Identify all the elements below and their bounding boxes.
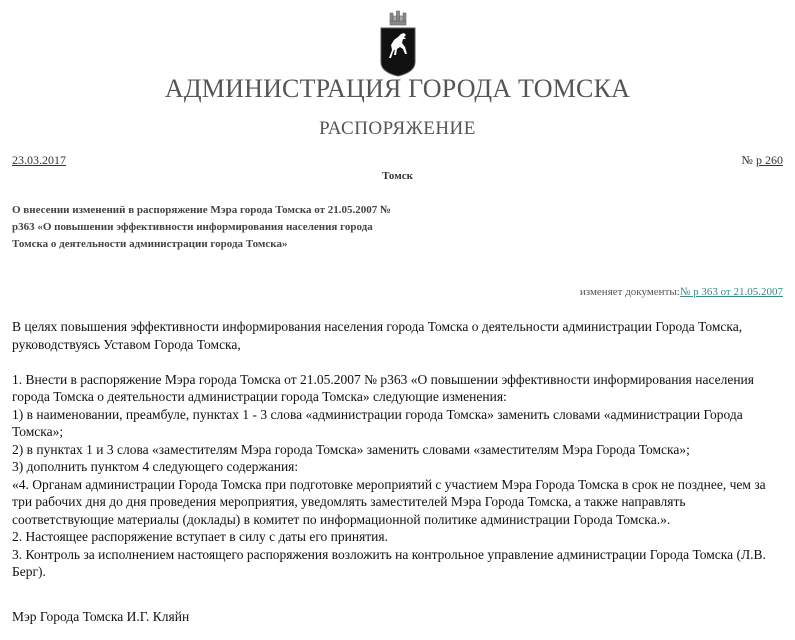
paragraph-gap [12, 353, 784, 371]
amends-documents [580, 286, 783, 298]
org-title: АДМИНИСТРАЦИЯ ГОРОДА ТОМСКА [164, 74, 631, 103]
paragraph-1-3: 3) дополнить пунктом 4 следующего содержания: [12, 459, 299, 474]
paragraph-2: 2. Настоящее распоряжение вступает в силу с даты его принятия. [12, 529, 388, 544]
crown-icon [390, 11, 406, 25]
amends-label: изменяет документы: [579, 286, 680, 298]
paragraph-1-3-quote: «4. Органам администрации Города Томска при подготовке мероприятий с участием Мэра Города Томска в срок не позднее, чем за три рабочих дня до дня проведения мероприятия, уведомлять заместителей Мэра Города Томска, а также направлять соответствующие материалы (доклады) в комитет по информационной политике администрации Города Томска.». [12, 476, 766, 527]
document-number-value: р 260 [756, 153, 783, 167]
paragraph-3: 3. Контроль за исполнением настоящего распоряжения возложить на контрольное управление администрации Города Томска (Л.В. Берг). [12, 546, 766, 579]
coat-of-arms-icon [377, 10, 419, 78]
document-subject: О внесении изменений в распоряжение Мэра города Томска от 21.05.2007 № р363 «О повышении эффективности информирования населения города Томска о деятельности администрации города Томска» [12, 204, 392, 250]
paragraph-1-1: 1) в наименовании, преамбуле, пунктах 1 - 3 слова «администрации города Томска» заменить словами «администрации Города Томска»; [12, 406, 743, 439]
signature: Мэр Города Томска И.Г. Кляйн [12, 609, 190, 624]
amended-document-link[interactable]: № р 363 от 21.05.2007 [679, 286, 783, 298]
shield-icon [381, 28, 415, 76]
preamble: В целях повышения эффективности информирования населения города Томска о деятельности администрации Города Томска, руководствуясь Уставом Города Томска, [12, 319, 743, 352]
paragraph-1-2: 2) в пунктах 1 и 3 слова «заместителям Мэра города Томска» заменить словами «заместителям Мэра Города Томска»; [12, 441, 690, 457]
doc-type-title: РАСПОРЯЖЕНИЕ [319, 118, 476, 139]
paragraph-1: 1. Внести в распоряжение Мэра города Томска от 21.05.2007 № р363 «О повышении эффективности информирования населения города Томска о деятельности администрации города Томска» следующие изменения: [12, 371, 754, 404]
document-city: Томск [382, 170, 413, 182]
document-number [742, 153, 783, 168]
document-date: 23.03.2017 [12, 153, 66, 167]
document-body [12, 318, 784, 581]
document-number-prefix: № [741, 153, 753, 167]
